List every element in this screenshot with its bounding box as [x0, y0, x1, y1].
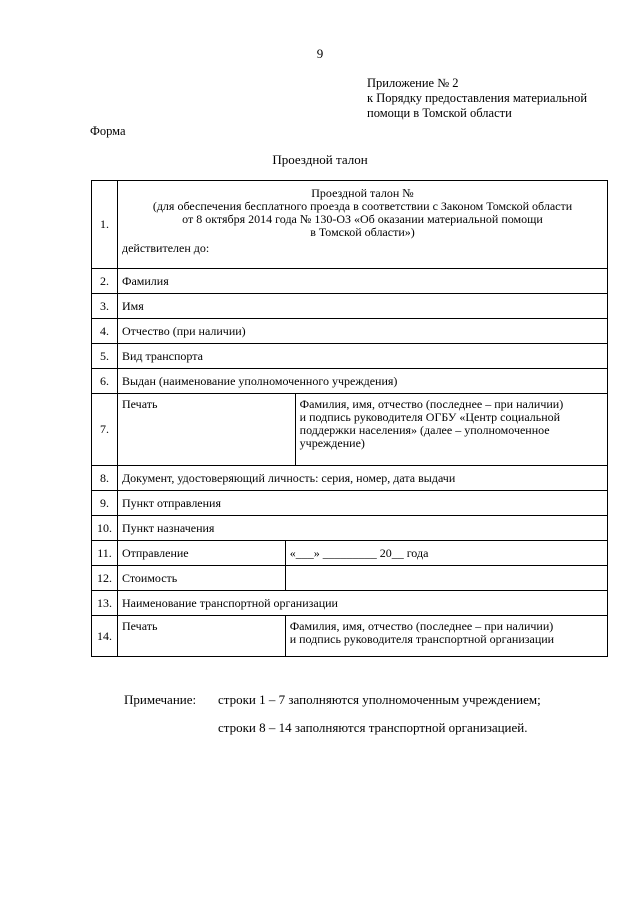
table-row-13 — [92, 591, 608, 616]
signature-cell — [295, 394, 607, 466]
ticket-header-cell — [117, 181, 607, 269]
surname-field: Фамилия — [117, 269, 607, 294]
ticket-table — [91, 180, 608, 657]
signature-line-1: Фамилия, имя, отчество (последнее – при наличии) — [289, 619, 554, 633]
ticket-law-line-3: в Томской области») — [310, 225, 415, 239]
departure-point-field: Пункт отправления — [117, 491, 607, 516]
ticket-law-line-1: (для обеспечения бесплатного проезда в соответствии с Законом Томской области — [152, 199, 573, 213]
signature-cell — [285, 616, 607, 657]
transport-type-field: Вид транспорта — [117, 344, 607, 369]
table-row-10 — [92, 516, 608, 541]
row-number: 5. — [92, 344, 118, 369]
stamp-cell: Печать — [117, 616, 285, 657]
row-number: 11. — [92, 541, 118, 566]
cost-label: Стоимость — [117, 566, 285, 591]
appendix-header — [367, 76, 587, 121]
note-line-2: строки 8 – 14 заполняются транспортной организацией. — [218, 720, 528, 735]
note-line-1: строки 1 – 7 заполняются уполномоченным учреждением; — [218, 692, 541, 707]
departure-date-field: «___» _________ 20__ года — [285, 541, 607, 566]
appendix-line-3: помощи в Томской области — [367, 106, 512, 120]
transport-organization-field: Наименование транспортной организации — [117, 591, 607, 616]
destination-point-field: Пункт назначения — [117, 516, 607, 541]
table-row-5 — [92, 344, 608, 369]
signature-line-3: поддержки населения» (далее – уполномоченное — [299, 423, 550, 437]
appendix-line-2: к Порядку предоставления материальной — [367, 91, 588, 105]
table-row-9 — [92, 491, 608, 516]
document-title: Проездной талон — [272, 152, 368, 167]
table-row-3 — [92, 294, 608, 319]
row-number: 8. — [92, 466, 118, 491]
table-row-14 — [92, 616, 608, 657]
table-row-2 — [92, 269, 608, 294]
appendix-line-1: Приложение № 2 — [367, 76, 459, 90]
identity-document-field: Документ, удостоверяющий личность: серия, номер, дата выдачи — [117, 466, 607, 491]
stamp-cell: Печать — [117, 394, 295, 466]
ticket-heading: Проездной талон № — [311, 186, 414, 200]
issued-by-field: Выдан (наименование уполномоченного учреждения) — [117, 369, 607, 394]
note-label: Примечание: — [124, 692, 197, 707]
row-number: 7. — [92, 394, 118, 466]
page-number: 9 — [316, 46, 324, 61]
table-row-7 — [92, 394, 608, 466]
row-number: 2. — [92, 269, 118, 294]
row-number: 6. — [92, 369, 118, 394]
row-number: 12. — [92, 566, 118, 591]
row-number: 13. — [92, 591, 118, 616]
table-row-12 — [92, 566, 608, 591]
row-number: 3. — [92, 294, 118, 319]
signature-line-2: и подпись руководителя ОГБУ «Центр социальной — [299, 410, 561, 424]
row-number: 4. — [92, 319, 118, 344]
signature-line-1: Фамилия, имя, отчество (последнее – при наличии) — [299, 397, 564, 411]
form-label: Форма — [90, 124, 126, 138]
row-number: 1. — [92, 181, 118, 269]
patronymic-field: Отчество (при наличии) — [117, 319, 607, 344]
ticket-law-line-2: от 8 октября 2014 года № 130-ОЗ «Об оказании материальной помощи — [182, 212, 543, 226]
row-number: 9. — [92, 491, 118, 516]
note — [124, 692, 541, 708]
signature-line-2: и подпись руководителя транспортной организации — [289, 632, 555, 646]
table-row-11 — [92, 541, 608, 566]
departure-label: Отправление — [117, 541, 285, 566]
row-number: 14. — [92, 616, 118, 657]
signature-line-4: учреждение) — [299, 436, 365, 450]
first-name-field: Имя — [117, 294, 607, 319]
cost-value-cell — [285, 566, 607, 591]
table-row-4 — [92, 319, 608, 344]
valid-until-label: действителен до: — [121, 241, 210, 255]
table-row-1 — [92, 181, 608, 269]
table-row-6 — [92, 369, 608, 394]
table-row-8 — [92, 466, 608, 491]
row-number: 10. — [92, 516, 118, 541]
